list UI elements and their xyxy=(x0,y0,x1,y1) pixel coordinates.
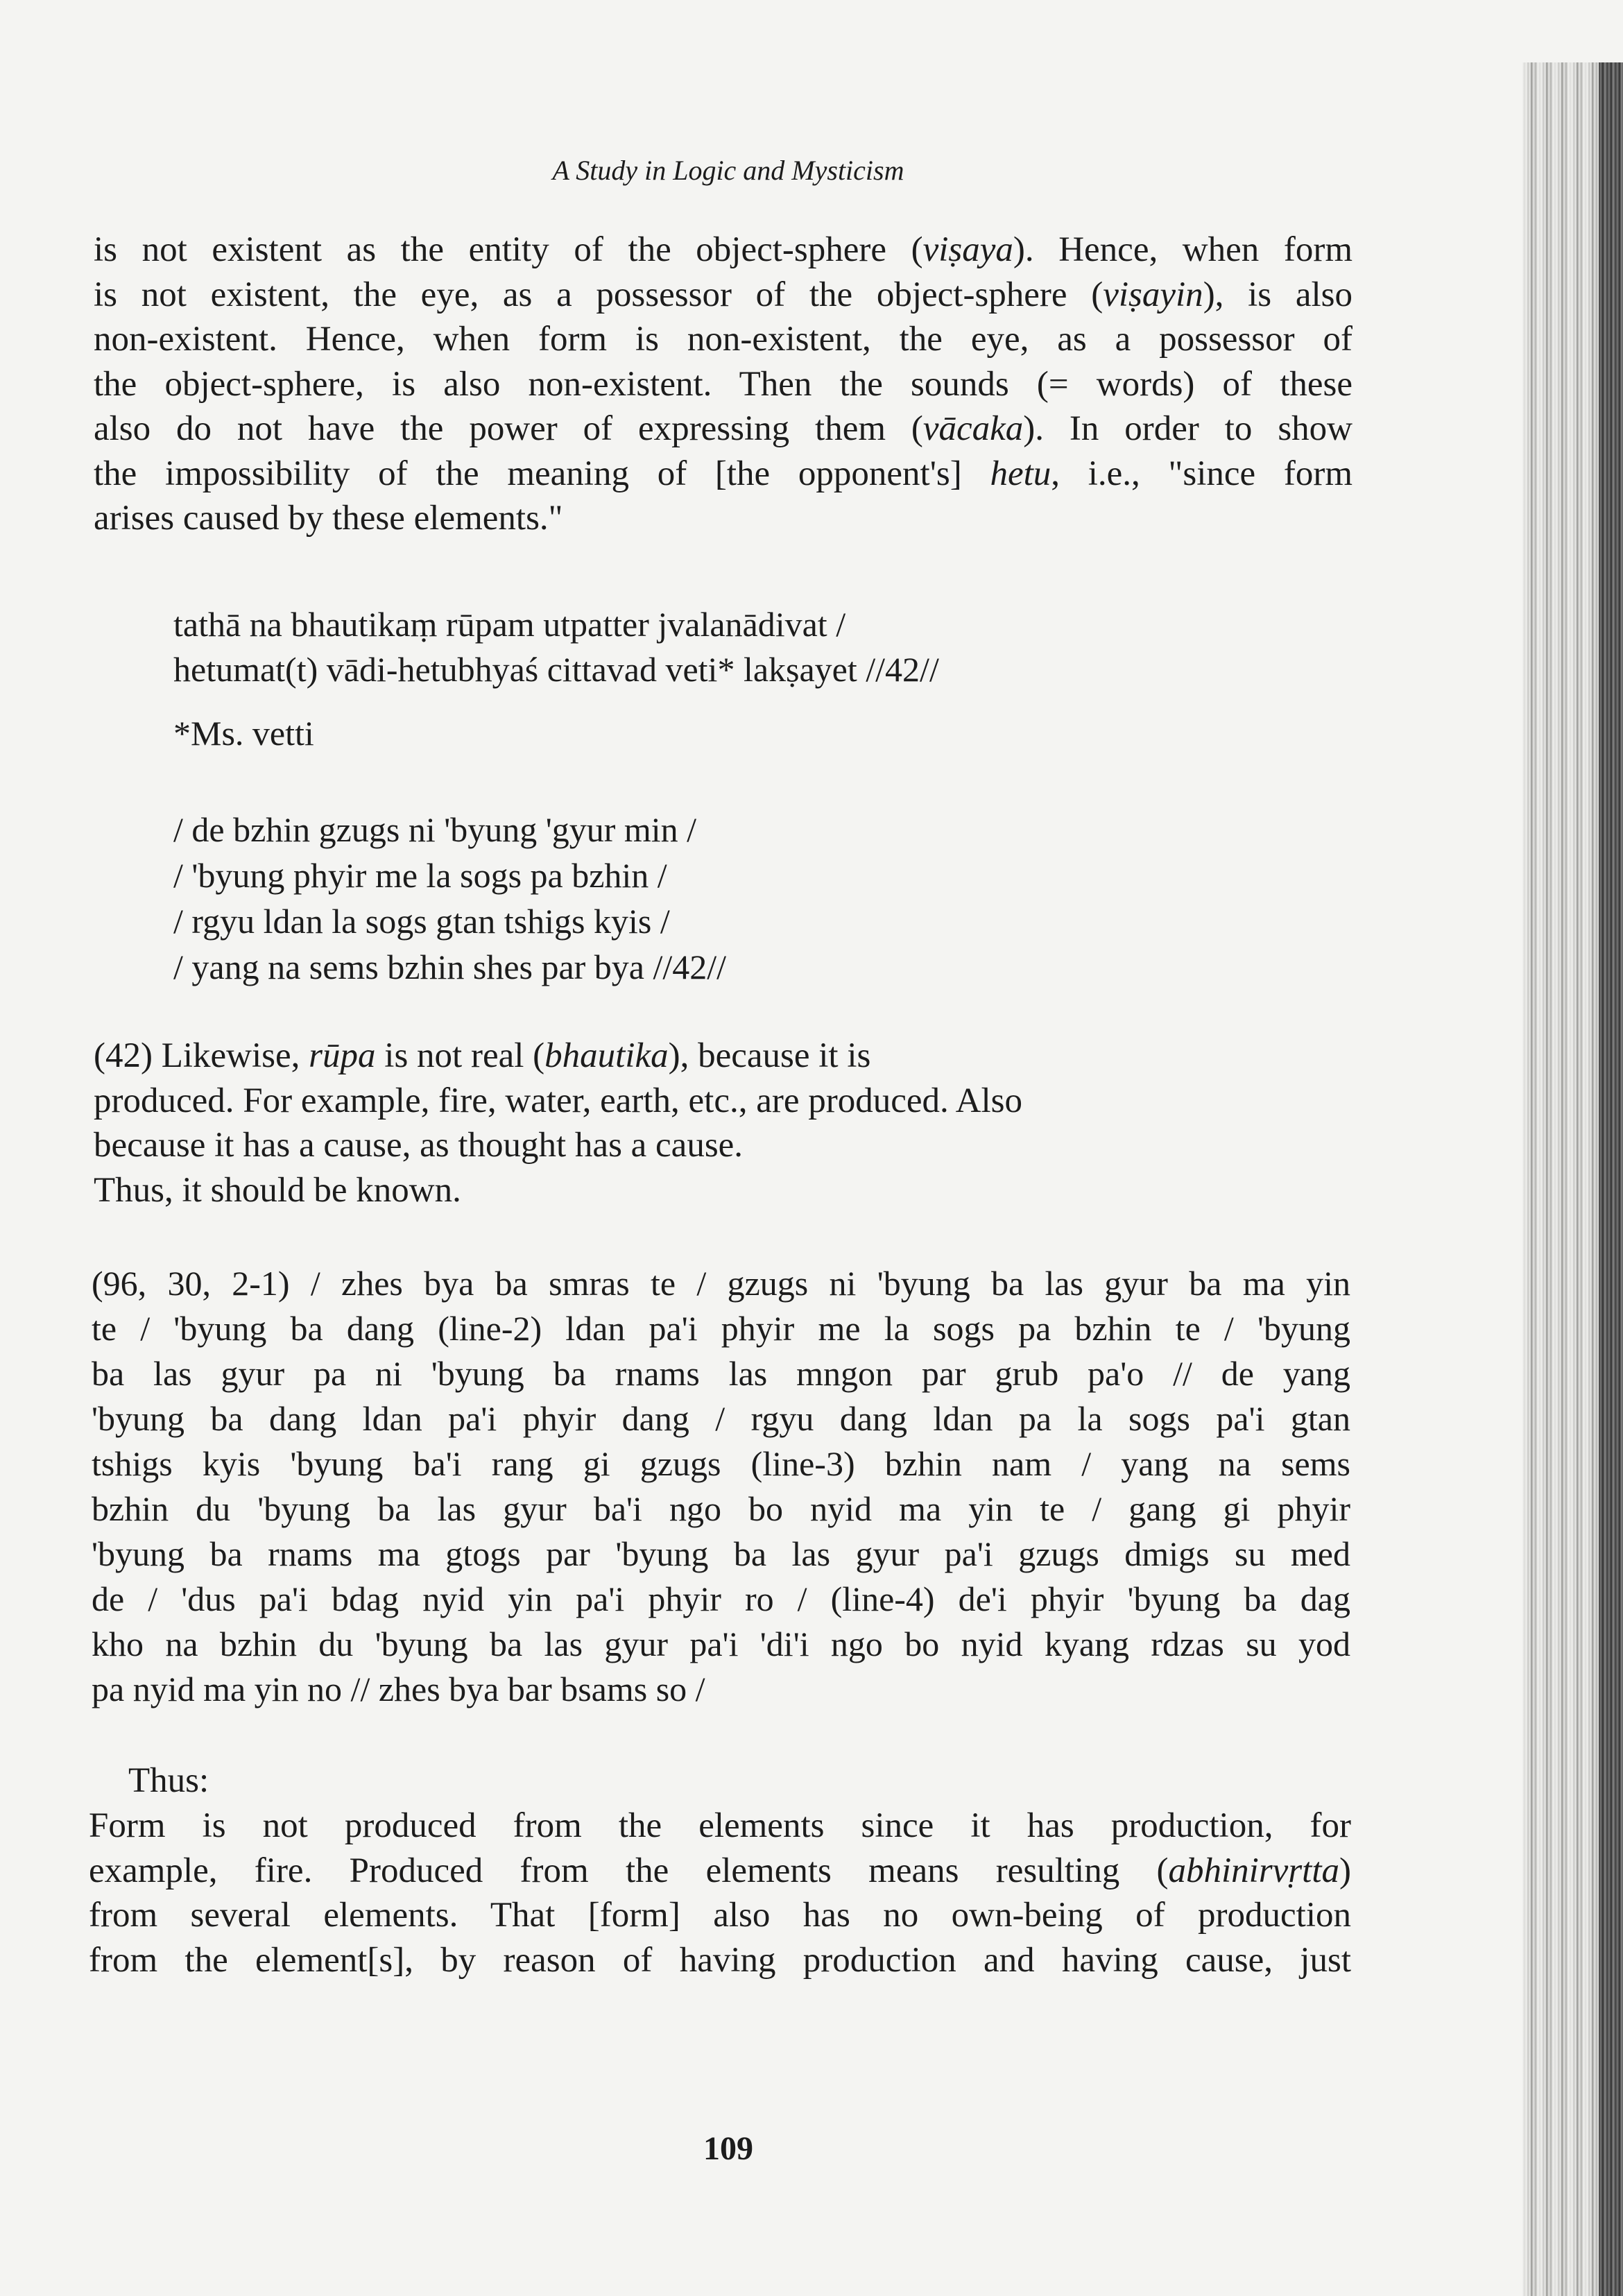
text-line: Thus: xyxy=(128,1761,209,1800)
final-paragraph xyxy=(89,1804,1351,1982)
text-line: Form is not produced from the elements since it has production, for xyxy=(89,1806,1351,1845)
text-line: from the element[s], by reason of having production and having cause, just xyxy=(89,1940,1351,1980)
text-line: de / 'dus pa'i bdag nyid yin pa'i phyir ro / (line-4) de'i phyir 'byung ba dag xyxy=(92,1579,1350,1618)
running-header: A Study in Logic and Mysticism xyxy=(552,155,904,186)
verse-line: / rgyu ldan la sogs gtan tshigs kyis / xyxy=(173,902,670,941)
binding-edge xyxy=(1599,62,1623,2296)
text-line: is not existent as the entity of the object-sphere (viṣaya). Hence, when form xyxy=(94,230,1353,269)
text-line: produced. For example, fire, water, earth, etc., are produced. Also xyxy=(94,1081,1022,1120)
text-line: the impossibility of the meaning of [the opponent's] hetu, i.e., "since form xyxy=(94,454,1352,493)
verse-footnote xyxy=(173,711,314,756)
text-line: arises caused by these elements." xyxy=(94,499,563,538)
verse-line: / de bzhin gzugs ni 'byung 'gyur min / xyxy=(173,810,697,849)
text-line: from several elements. That [form] also has no own-being of production xyxy=(89,1896,1351,1935)
verse-line: / yang na sems bzhin shes par bya //42// xyxy=(173,948,727,986)
text-line: ba las gyur pa ni 'byung ba rnams las mngon par grub pa'o // de yang xyxy=(92,1354,1350,1393)
text-line: (96, 30, 2-1) / zhes bya ba smras te / gzugs ni 'byung ba las gyur ba ma yin xyxy=(92,1264,1350,1303)
page-number: 109 xyxy=(703,2130,753,2167)
paragraph-1 xyxy=(94,228,1352,541)
text-line: 'byung ba dang ldan pa'i phyir dang / rgyu dang ldan pa la sogs pa'i gtan xyxy=(92,1399,1350,1438)
footnote-text: *Ms. vetti xyxy=(173,714,314,753)
text-line: because it has a cause, as thought has a cause. xyxy=(94,1126,744,1165)
text-line: also do not have the power of expressing them (vācaka). In order to show xyxy=(94,409,1352,448)
text-line: tshigs kyis 'byung ba'i rang gi gzugs (line-3) bzhin nam / yang na sems xyxy=(92,1444,1350,1483)
tibetan-verse xyxy=(173,807,726,990)
text-line: bzhin du 'byung ba las gyur ba'i ngo bo nyid ma yin te / gang gi phyir xyxy=(92,1489,1350,1528)
verse-line: tathā na bhautikaṃ rūpam utpatter jvalanādivat / xyxy=(173,605,846,644)
text-line: te / 'byung ba dang (line-2) ldan pa'i phyir me la sogs pa bzhin te / 'byung xyxy=(92,1309,1350,1348)
text-line: pa nyid ma yin no // zhes bya bar bsams so / xyxy=(92,1670,705,1708)
verse-translation xyxy=(94,1034,1352,1213)
text-line: is not existent, the eye, as a possessor of the object-sphere (viṣayin), is also xyxy=(94,275,1352,314)
thus-label xyxy=(128,1758,209,1804)
tibetan-commentary xyxy=(92,1261,1350,1712)
text-line: kho na bzhin du 'byung ba las gyur pa'i 'di'i ngo bo nyid kyang rdzas su yod xyxy=(92,1625,1350,1663)
text-line: (42) Likewise, rūpa is not real (bhautika), because it is xyxy=(94,1036,871,1075)
text-line: Thus, it should be known. xyxy=(94,1170,461,1210)
sanskrit-verse xyxy=(173,602,939,692)
text-line: example, fire. Produced from the elements means resulting (abhinirvṛtta) xyxy=(89,1851,1351,1890)
verse-line: hetumat(t) vādi-hetubhyaś cittavad veti* lakṣayet //42// xyxy=(173,649,939,689)
text-line: the object-sphere, is also non-existent. Then the sounds (= words) of these xyxy=(94,364,1352,404)
text-line: 'byung ba rnams ma gtogs par 'byung ba las gyur pa'i gzugs dmigs su med xyxy=(92,1534,1350,1573)
text-line: non-existent. Hence, when form is non-existent, the eye, as a possessor of xyxy=(94,320,1352,359)
verse-line: / 'byung phyir me la sogs pa bzhin / xyxy=(173,856,667,895)
